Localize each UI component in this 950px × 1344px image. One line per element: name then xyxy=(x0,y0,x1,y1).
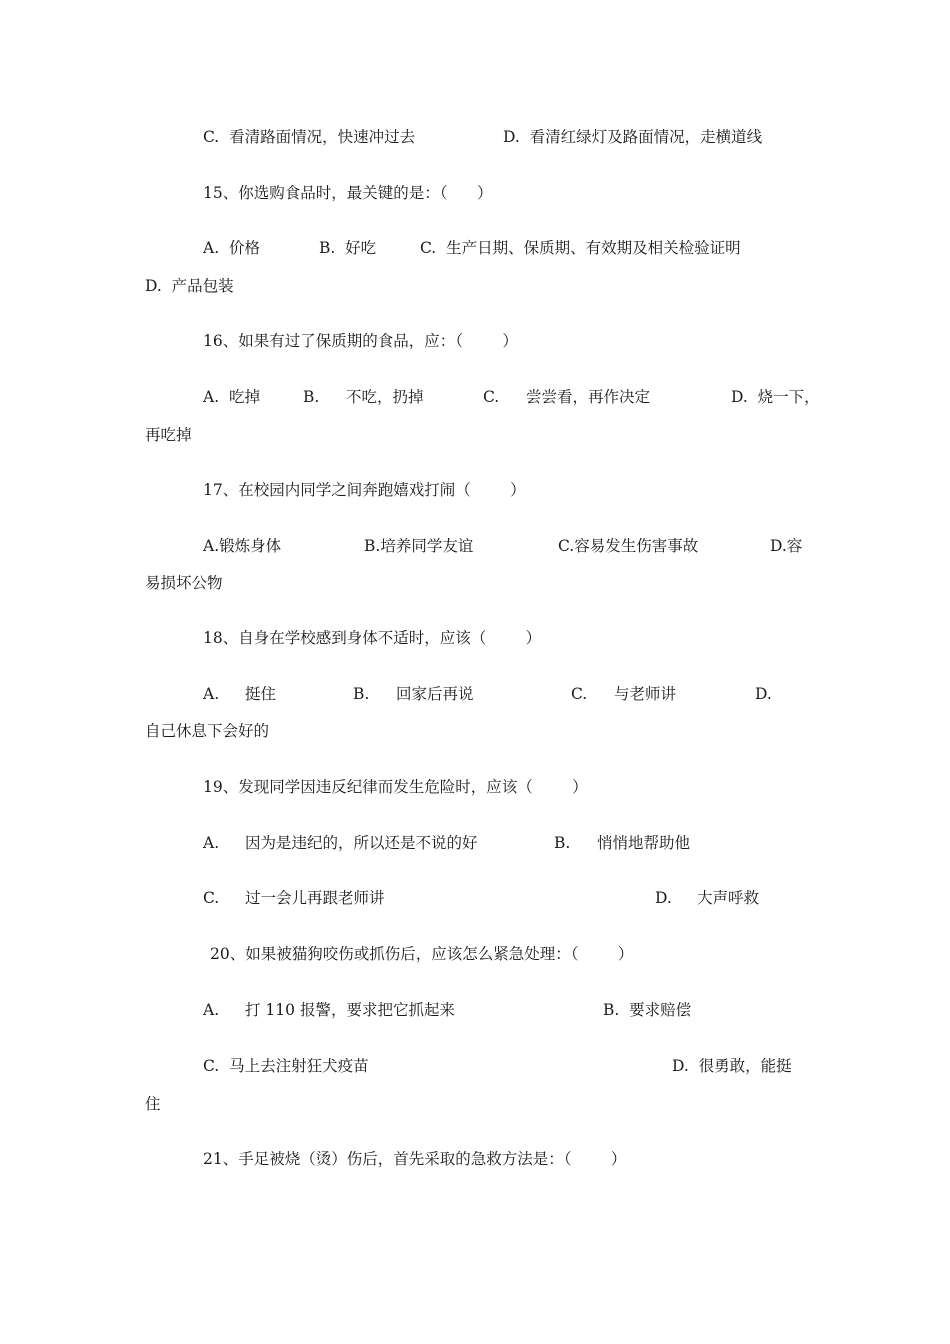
question-20: 20、如果被猫狗咬伤或抓伤后，应该怎么紧急处理：（ ） xyxy=(210,945,634,963)
option-d-text-q19: 大声呼救 xyxy=(697,889,760,907)
option-d-label-q18: D. xyxy=(755,685,772,703)
option-a-q17: A.锻炼身体 xyxy=(203,537,282,555)
option-d-label-q19: D. xyxy=(655,889,672,907)
option-c-q17: C.容易发生伤害事故 xyxy=(558,537,699,555)
question-19: 19、发现同学因违反纪律而发生危险时，应该（ ） xyxy=(203,778,588,796)
option-b-q15: B. 好吃 xyxy=(319,239,377,257)
option-d-cont-q20: 住 xyxy=(145,1095,161,1113)
option-c-label-q16: C. xyxy=(483,388,500,406)
option-d-cont-q16: 再吃掉 xyxy=(145,426,192,444)
option-c-q15: C. 生产日期、保质期、有效期及相关检验证明 xyxy=(420,239,741,257)
option-c-text-q18: 与老师讲 xyxy=(614,685,677,703)
option-b-label-q16: B. xyxy=(303,388,320,406)
option-b-text-q18: 回家后再说 xyxy=(396,685,474,703)
option-c-label-q19: C. xyxy=(203,889,220,907)
option-a-text-q20: 打 110 报警，要求把它抓起来 xyxy=(245,1001,455,1019)
option-c-q14: C. 看清路面情况，快速冲过去 xyxy=(203,128,416,146)
option-c-text-q19: 过一会儿再跟老师讲 xyxy=(245,889,385,907)
option-d-q20: D. 很勇敢，能挺 xyxy=(672,1057,792,1075)
option-a-label-q18: A. xyxy=(203,685,220,703)
option-d-text-q18: 自己休息下会好的 xyxy=(145,722,270,740)
option-b-label-q18: B. xyxy=(353,685,370,703)
option-d-cont-q17: 易损坏公物 xyxy=(145,574,223,592)
option-b-q20: B. 要求赔偿 xyxy=(603,1001,692,1019)
option-a-text-q19: 因为是违纪的，所以还是不说的好 xyxy=(245,834,478,852)
option-a-text-q18: 挺住 xyxy=(245,685,277,703)
option-a-q15: A. 价格 xyxy=(203,239,260,257)
option-d-q15: D. 产品包装 xyxy=(145,277,234,295)
option-d-q14: D. 看清红绿灯及路面情况，走横道线 xyxy=(503,128,763,146)
question-15: 15、你选购食品时，最关键的是：（ ） xyxy=(203,184,493,202)
question-17: 17、在校园内同学之间奔跑嬉戏打闹（ ） xyxy=(203,481,526,499)
option-b-text-q16: 不吃，扔掉 xyxy=(346,388,424,406)
question-21: 21、手足被烧（烫）伤后，首先采取的急救方法是：（ ） xyxy=(203,1150,627,1168)
question-18: 18、自身在学校感到身体不适时，应该（ ） xyxy=(203,629,542,647)
option-b-text-q19: 悄悄地帮助他 xyxy=(597,834,691,852)
option-b-q17: B.培养同学友谊 xyxy=(364,537,474,555)
option-a-q16: A. 吃掉 xyxy=(203,388,260,406)
question-16: 16、如果有过了保质期的食品，应：（ ） xyxy=(203,332,518,350)
option-c-text-q16: 尝尝看，再作决定 xyxy=(526,388,651,406)
option-a-label-q19: A. xyxy=(203,834,220,852)
option-b-label-q19: B. xyxy=(554,834,571,852)
option-d-q17: D.容 xyxy=(770,537,803,555)
option-d-q16: D. 烧一下， xyxy=(731,388,820,406)
option-c-label-q18: C. xyxy=(571,685,588,703)
option-a-label-q20: A. xyxy=(203,1001,220,1019)
option-c-q20: C. 马上去注射狂犬疫苗 xyxy=(203,1057,369,1075)
